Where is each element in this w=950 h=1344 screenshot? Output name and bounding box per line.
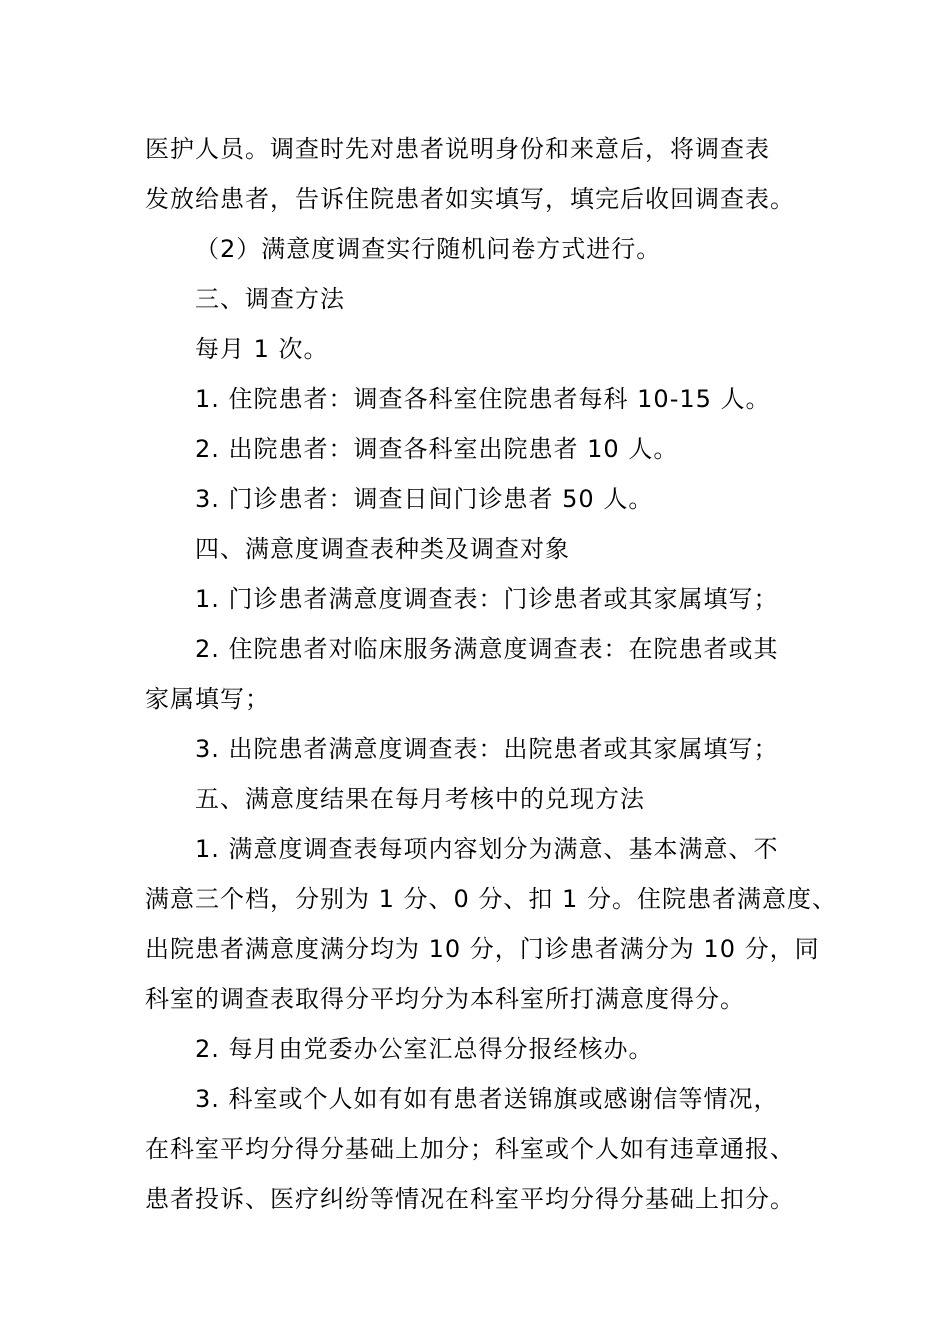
body-line: （2）满意度调查实行随机问卷方式进行。 [195, 235, 662, 263]
list-item: 2. 出院患者：调查各科室出院患者 10 人。 [195, 435, 679, 463]
list-item: 1. 住院患者：调查各科室住院患者每科 10-15 人。 [195, 385, 771, 413]
body-line: 每月 1 次。 [195, 335, 329, 363]
section-heading: 四、满意度调查表种类及调查对象 [195, 535, 570, 563]
section-heading: 五、满意度结果在每月考核中的兑现方法 [195, 785, 645, 813]
list-item-continuation: 在科室平均分得分基础上加分；科室或个人如有违章通报、 [145, 1135, 795, 1163]
list-item: 1. 满意度调查表每项内容划分为满意、基本满意、不 [195, 835, 779, 863]
list-item-continuation: 满意三个档，分别为 1 分、0 分、扣 1 分。住院患者满意度、 [145, 885, 837, 913]
list-item: 1. 门诊患者满意度调查表：门诊患者或其家属填写； [195, 585, 779, 613]
body-line: 医护人员。调查时先对患者说明身份和来意后，将调查表 [145, 135, 770, 163]
list-item: 3. 出院患者满意度调查表：出院患者或其家属填写； [195, 735, 779, 763]
body-line: 发放给患者，告诉住院患者如实填写，填完后收回调查表。 [145, 185, 795, 213]
list-item: 2. 每月由党委办公室汇总得分报经核办。 [195, 1035, 654, 1063]
list-item-continuation: 患者投诉、医疗纠纷等情况在科室平均分得分基础上扣分。 [145, 1185, 795, 1213]
list-item: 2. 住院患者对临床服务满意度调查表：在院患者或其 [195, 635, 779, 663]
section-heading: 三、调查方法 [195, 285, 345, 313]
list-item-continuation: 家属填写； [145, 685, 270, 713]
list-item-continuation: 出院患者满意度满分均为 10 分，门诊患者满分为 10 分，同 [145, 935, 820, 963]
list-item: 3. 门诊患者：调查日间门诊患者 50 人。 [195, 485, 654, 513]
list-item: 3. 科室或个人如有如有患者送锦旗或感谢信等情况， [195, 1085, 779, 1113]
list-item-continuation: 科室的调查表取得分平均分为本科室所打满意度得分。 [145, 985, 745, 1013]
